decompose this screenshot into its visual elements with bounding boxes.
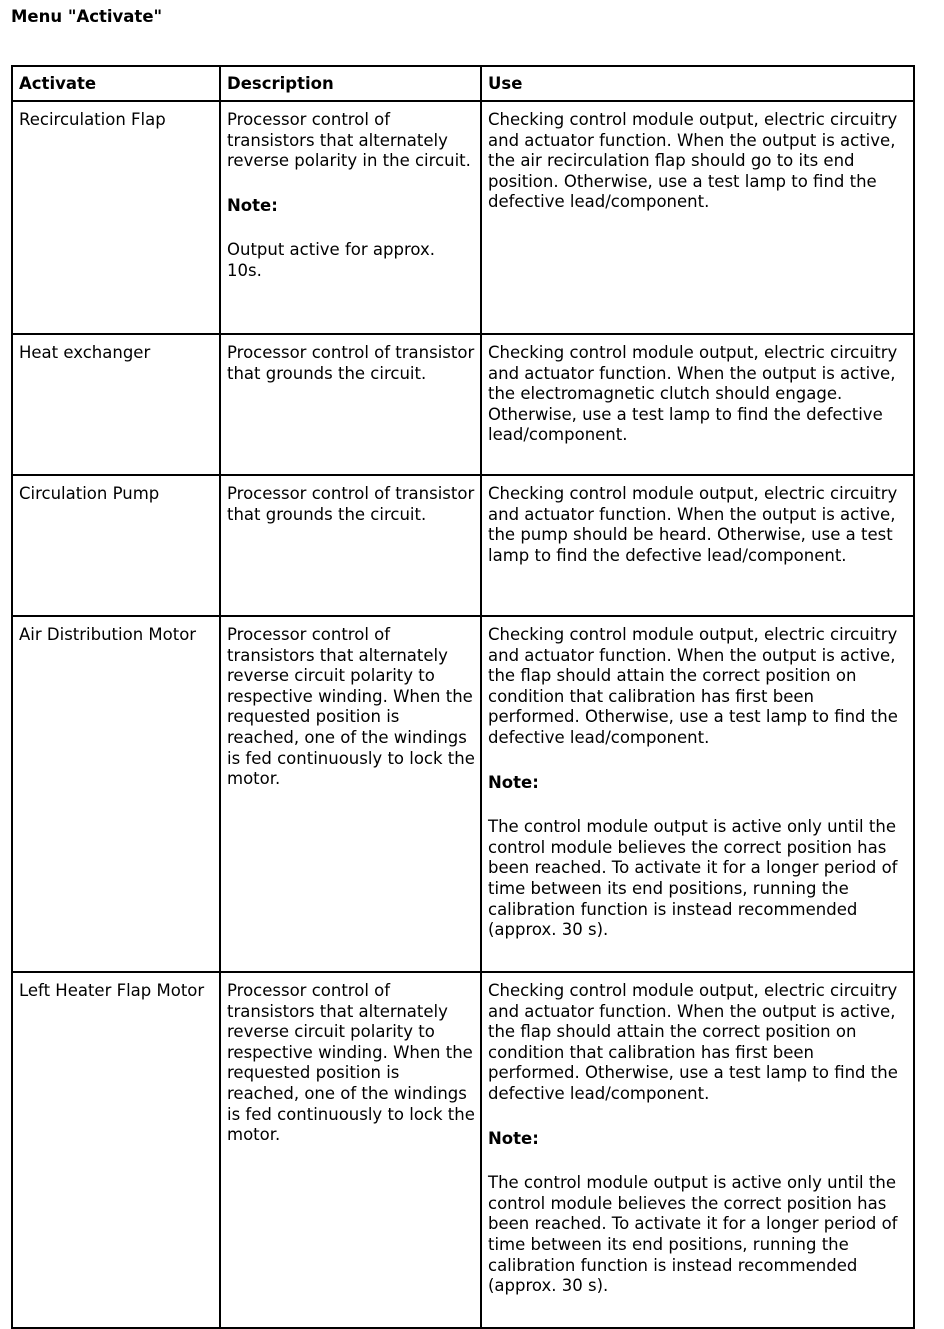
description-cell <box>220 334 481 475</box>
use-text: Checking control module output, electric circuitry and actuator function. When the output is active, the flap should attain the correct position on condition that calibration has first been performed. Otherwise, use a test lamp to find the defective lead/component. <box>488 981 898 1103</box>
activate-cell: Recirculation Flap <box>12 101 220 334</box>
use-text: Checking control module output, electric circuitry and actuator function. When the output is active, the flap should attain the correct position on condition that calibration has first been performed. Otherwise, use a test lamp to find the defective lead/component. <box>488 625 898 747</box>
description-cell <box>220 475 481 616</box>
description-cell <box>220 101 481 334</box>
table-row <box>12 616 914 972</box>
table-row <box>12 101 914 334</box>
page-title: Menu "Activate" <box>11 7 163 26</box>
activate-cell: Left Heater Flap Motor <box>12 972 220 1328</box>
use-cell <box>481 101 914 334</box>
use-text: Checking control module output, electric circuitry and actuator function. When the output is active, the pump should be heard. Otherwise, use a test lamp to find the defective lead/component. <box>488 484 898 565</box>
use-cell <box>481 475 914 616</box>
table-row <box>12 475 914 616</box>
use-text: Checking control module output, electric circuitry and actuator function. When the output is active, the air recirculation flap should go to its end position. Otherwise, use a test lamp to find the defective lead/component. <box>488 110 898 212</box>
description-cell <box>220 972 481 1328</box>
description-text: Processor control of transistors that alternately reverse circuit polarity to respective winding. When the requested position is reached, one of the windings is fed continuously to lock the motor. <box>227 625 475 789</box>
use-cell <box>481 334 914 475</box>
description-note-text: Output active for approx. 10s. <box>227 240 435 280</box>
activate-cell: Circulation Pump <box>12 475 220 616</box>
table-header-row <box>12 66 914 101</box>
activate-table <box>11 65 915 1329</box>
activate-cell: Air Distribution Motor <box>12 616 220 972</box>
column-header-activate: Activate <box>12 66 220 101</box>
use-text: Checking control module output, electric circuitry and actuator function. When the output is active, the electromagnetic clutch should engage. Otherwise, use a test lamp to find the defective lead/component. <box>488 343 898 445</box>
activate-cell: Heat exchanger <box>12 334 220 475</box>
description-text: Processor control of transistor that grounds the circuit. <box>227 343 475 383</box>
description-text: Processor control of transistors that alternately reverse polarity in the circuit. <box>227 110 471 171</box>
table-row <box>12 972 914 1328</box>
description-text: Processor control of transistor that grounds the circuit. <box>227 484 475 524</box>
use-cell <box>481 616 914 972</box>
table-row <box>12 334 914 475</box>
column-header-use: Use <box>481 66 914 101</box>
description-cell <box>220 616 481 972</box>
use-cell <box>481 972 914 1328</box>
use-note-text: The control module output is active only until the control module believes the correct position has been reached. To activate it for a longer period of time between its end positions, running the calibration function is instead recommended (approx. 30 s). <box>488 1173 898 1296</box>
note-label: Note: <box>488 1128 539 1148</box>
note-label: Note: <box>488 772 539 792</box>
description-text: Processor control of transistors that alternately reverse circuit polarity to respective winding. When the requested position is reached, one of the windings is fed continuously to lock the motor. <box>227 981 475 1145</box>
column-header-description: Description <box>220 66 481 101</box>
note-label: Note: <box>227 195 278 215</box>
use-note-text: The control module output is active only until the control module believes the correct position has been reached. To activate it for a longer period of time between its end positions, running the calibration function is instead recommended (approx. 30 s). <box>488 817 898 940</box>
